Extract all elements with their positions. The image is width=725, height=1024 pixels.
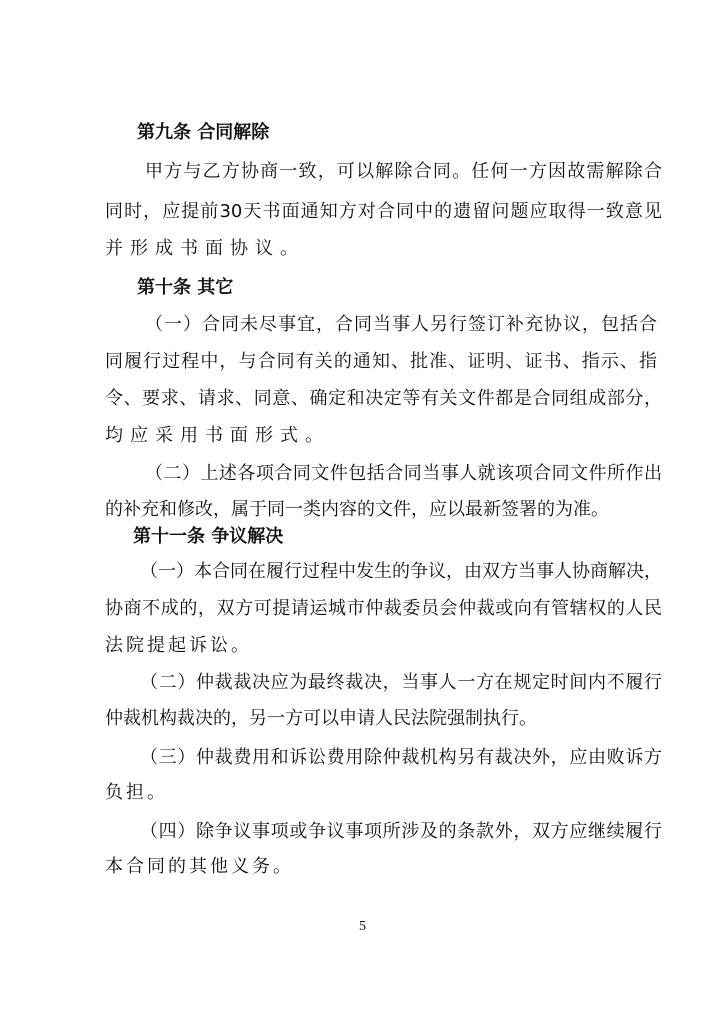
paragraph-line: 同履行过程中，与合同有关的通知、批准、证明、证书、指示、指 xyxy=(105,351,657,372)
paragraph-line: （一）本合同在履行过程中发生的争议，由双方当事人协商解决， xyxy=(140,561,662,582)
paragraph-line: 均应采用书面形式。 xyxy=(105,425,330,446)
paragraph-line: 的补充和修改，属于同一类内容的文件，应以最新签署的为准。 xyxy=(105,499,609,520)
paragraph-line: 令、要求、请求、同意、确定和决定等有关文件都是合同组成部分， xyxy=(105,388,662,409)
paragraph-line: 甲方与乙方协商一致，可以解除合同。任何一方因故需解除合 xyxy=(145,161,662,182)
section-heading: 第十一条 争议解决 xyxy=(133,526,284,547)
paragraph-line: （四）除争议事项或争议事项所涉及的条款外，双方应继续履行 xyxy=(140,821,662,842)
paragraph-line: 同时，应提前30天书面通知方对合同中的遗留问题应取得一致意见 xyxy=(105,201,662,222)
section-heading: 第十条 其它 xyxy=(137,277,234,298)
paragraph-line: 本合同的其他义务。 xyxy=(105,856,294,877)
paragraph-line: 负担。 xyxy=(105,782,168,803)
paragraph-line: （一）合同未尽事宜，合同当事人另行签订补充协议，包括合 xyxy=(145,314,657,335)
section-heading: 第九条 合同解除 xyxy=(137,122,270,143)
paragraph-line: 仲裁机构裁决的，另一方可以申请人民法院强制执行。 xyxy=(105,708,537,729)
paragraph-line: （三）仲裁费用和诉讼费用除仲裁机构另有裁决外，应由败诉方 xyxy=(140,747,662,768)
paragraph-line: 法院提起诉讼。 xyxy=(105,635,252,656)
paragraph-line: （二）仲裁裁决应为最终裁决，当事人一方在规定时间内不履行 xyxy=(140,672,662,693)
paragraph-line: （二）上述各项合同文件包括合同当事人就该项合同文件所作出 xyxy=(145,463,662,484)
paragraph-line: 协商不成的，双方可提请运城市仲裁委员会仲裁或向有管辖权的人民 xyxy=(105,598,662,619)
paragraph-line: 并形成书面协议。 xyxy=(105,238,305,259)
page-number: 5 xyxy=(359,919,366,934)
